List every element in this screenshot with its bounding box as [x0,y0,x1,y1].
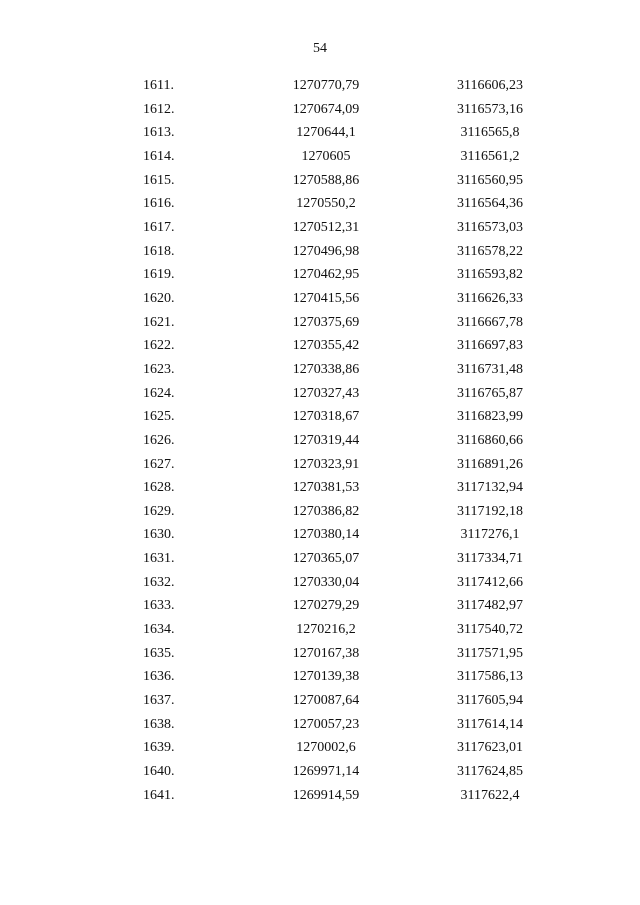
table-row [0,594,640,618]
x-coordinate: 1270355,42 [292,338,360,354]
table-row [0,618,640,642]
table-row [0,523,640,547]
x-coordinate: 1270375,69 [292,314,360,330]
point-number: 1624. [143,385,175,401]
point-number: 1634. [143,622,175,638]
table-row [0,382,640,406]
point-number: 1628. [143,480,175,496]
x-coordinate: 1270415,56 [292,290,360,306]
y-coordinate: 3116564,36 [457,196,523,212]
table-row [0,74,640,98]
point-number: 1625. [143,409,175,425]
x-coordinate: 1270327,43 [292,385,360,401]
x-coordinate: 1270338,86 [292,361,360,377]
point-number: 1627. [143,456,175,472]
table-row [0,98,640,122]
y-coordinate: 3117622,4 [460,787,520,803]
point-number: 1616. [143,196,175,212]
point-number: 1622. [143,338,175,354]
y-coordinate: 3116573,03 [457,219,523,235]
table-row [0,453,640,477]
x-coordinate: 1270644,1 [296,125,356,141]
y-coordinate: 3117624,85 [457,764,523,780]
table-row [0,145,640,169]
table-row [0,571,640,595]
y-coordinate: 3116565,8 [460,125,520,141]
y-coordinate: 3117623,01 [457,740,523,756]
table-row [0,121,640,145]
y-coordinate: 3117540,72 [457,622,523,638]
x-coordinate: 1270512,31 [292,219,360,235]
x-coordinate: 1270323,91 [292,456,360,472]
x-coordinate: 1269914,59 [292,787,360,803]
y-coordinate: 3116578,22 [457,243,523,259]
point-number: 1620. [143,290,175,306]
y-coordinate: 3117192,18 [457,503,523,519]
y-coordinate: 3117334,71 [457,551,523,567]
y-coordinate: 3116561,2 [460,148,520,164]
point-number: 1638. [143,716,175,732]
x-coordinate: 1270216,2 [296,622,356,638]
x-coordinate: 1269971,14 [292,764,360,780]
y-coordinate: 3116606,23 [457,78,523,93]
table-row [0,216,640,240]
x-coordinate: 1270365,07 [292,551,360,567]
table-row [0,713,640,737]
x-coordinate: 1270462,95 [292,267,360,283]
table-row [0,689,640,713]
table-row [0,240,640,264]
point-number: 1619. [143,267,175,283]
x-coordinate: 1270002,6 [296,740,356,756]
y-coordinate: 3117571,95 [457,645,523,661]
point-number: 1623. [143,361,175,377]
x-coordinate: 1270380,14 [292,527,360,543]
point-number: 1626. [143,432,175,448]
point-number: 1617. [143,219,175,235]
table-row [0,547,640,571]
table-row [0,784,640,808]
point-number: 1636. [143,669,175,685]
point-number: 1631. [143,551,175,567]
x-coordinate: 1270139,38 [292,669,360,685]
x-coordinate: 1270319,44 [292,432,360,448]
x-coordinate: 1270279,29 [292,598,360,614]
y-coordinate: 3117614,14 [457,716,523,732]
point-number: 1618. [143,243,175,259]
table-row [0,760,640,784]
y-coordinate: 3116731,48 [457,361,523,377]
x-coordinate: 1270330,04 [292,574,360,590]
table-row [0,476,640,500]
y-coordinate: 3116573,16 [457,101,523,117]
y-coordinate: 3117412,66 [457,574,523,590]
table-row [0,192,640,216]
x-coordinate: 1270087,64 [292,693,360,709]
x-coordinate: 1270381,53 [292,480,360,496]
x-coordinate: 1270386,82 [292,503,360,519]
y-coordinate: 3116593,82 [457,267,523,283]
point-number: 1630. [143,527,175,543]
point-number: 1637. [143,693,175,709]
y-coordinate: 3117605,94 [457,693,523,709]
x-coordinate: 1270674,09 [292,101,360,117]
table-row [0,665,640,689]
point-number: 1612. [143,101,175,117]
table-row [0,263,640,287]
table-row [0,500,640,524]
table-row [0,429,640,453]
y-coordinate: 3116626,33 [457,290,523,306]
y-coordinate: 3116560,95 [457,172,523,188]
table-row [0,287,640,311]
y-coordinate: 3117132,94 [457,480,523,496]
point-number: 1633. [143,598,175,614]
point-number: 1640. [143,764,175,780]
y-coordinate: 3117586,13 [457,669,523,685]
point-number: 1641. [143,787,175,803]
y-coordinate: 3116765,87 [457,385,523,401]
table-row [0,405,640,429]
x-coordinate: 1270167,38 [292,645,360,661]
x-coordinate: 1270550,2 [296,196,356,212]
y-coordinate: 3116697,83 [457,338,523,354]
page-number: 54 [313,41,327,56]
x-coordinate: 1270057,23 [292,716,360,732]
table-row [0,334,640,358]
point-number: 1615. [143,172,175,188]
x-coordinate: 1270318,67 [292,409,360,425]
table-row [0,311,640,335]
point-number: 1621. [143,314,175,330]
point-number: 1613. [143,125,175,141]
y-coordinate: 3116860,66 [457,432,523,448]
y-coordinate: 3117276,1 [460,527,520,543]
x-coordinate: 1270588,86 [292,172,360,188]
point-number: 1629. [143,503,175,519]
x-coordinate: 1270605 [301,148,351,164]
y-coordinate: 3116891,26 [457,456,523,472]
x-coordinate: 1270770,79 [292,78,360,93]
table-row [0,358,640,382]
table-row [0,169,640,193]
coordinate-table [0,74,640,807]
x-coordinate: 1270496,98 [292,243,360,259]
table-row [0,642,640,666]
y-coordinate: 3117482,97 [457,598,523,614]
y-coordinate: 3116667,78 [457,314,523,330]
point-number: 1632. [143,574,175,590]
point-number: 1611. [143,78,174,93]
y-coordinate: 3116823,99 [457,409,523,425]
point-number: 1639. [143,740,175,756]
point-number: 1635. [143,645,175,661]
point-number: 1614. [143,148,175,164]
table-row [0,736,640,760]
